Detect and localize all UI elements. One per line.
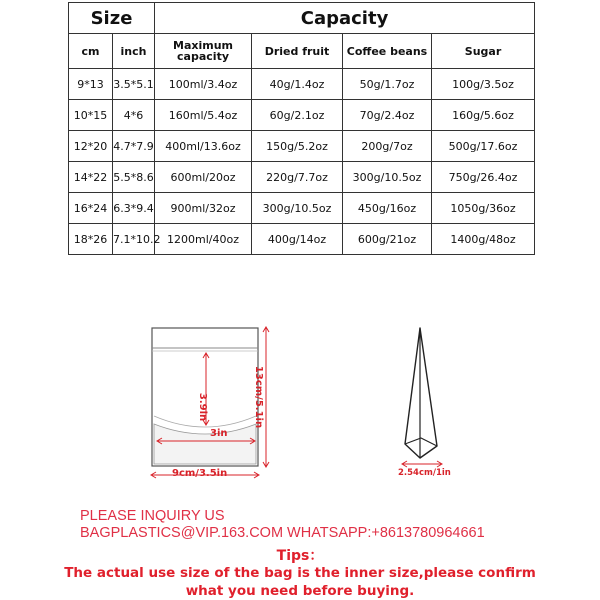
column-header-max-capacity: Maximum capacity xyxy=(155,34,252,69)
capacity-header: Capacity xyxy=(155,3,535,34)
cell-inch: 4.7*7.9 xyxy=(113,131,155,162)
cell-sugar: 160g/5.6oz xyxy=(432,100,535,131)
column-header-inch: inch xyxy=(113,34,155,69)
cell-sugar: 750g/26.4oz xyxy=(432,162,535,193)
cell-max-capacity: 160ml/5.4oz xyxy=(155,100,252,131)
table-title-row xyxy=(69,3,535,34)
cell-max-capacity: 900ml/32oz xyxy=(155,193,252,224)
cell-sugar: 1050g/36oz xyxy=(432,193,535,224)
cell-coffee-beans: 450g/16oz xyxy=(343,193,432,224)
cell-dried-fruit: 400g/14oz xyxy=(252,224,343,255)
cell-inch: 3.5*5.1 xyxy=(113,69,155,100)
column-header-coffee-beans: Coffee beans xyxy=(343,34,432,69)
cell-dried-fruit: 40g/1.4oz xyxy=(252,69,343,100)
column-header-sugar: Sugar xyxy=(432,34,535,69)
table-row xyxy=(69,100,535,131)
cell-cm: 10*15 xyxy=(69,100,113,131)
cell-cm: 9*13 xyxy=(69,69,113,100)
cell-inch: 4*6 xyxy=(113,100,155,131)
cell-max-capacity: 400ml/13.6oz xyxy=(155,131,252,162)
cell-dried-fruit: 150g/5.2oz xyxy=(252,131,343,162)
gusset-label: 2.54cm/1in xyxy=(398,468,451,478)
cell-inch: 7.1*10.2 xyxy=(113,224,155,255)
cell-max-capacity: 100ml/3.4oz xyxy=(155,69,252,100)
cell-sugar: 100g/3.5oz xyxy=(432,69,535,100)
cell-inch: 6.3*9.4 xyxy=(113,193,155,224)
cell-sugar: 1400g/48oz xyxy=(432,224,535,255)
inner-width-label: 3in xyxy=(210,428,228,439)
cell-inch: 5.5*8.6 xyxy=(113,162,155,193)
table-row xyxy=(69,162,535,193)
column-header-cm: cm xyxy=(69,34,113,69)
table-row xyxy=(69,193,535,224)
cell-sugar: 500g/17.6oz xyxy=(432,131,535,162)
cell-dried-fruit: 60g/2.1oz xyxy=(252,100,343,131)
table-row xyxy=(69,69,535,100)
cell-cm: 16*24 xyxy=(69,193,113,224)
inquiry-contact: BAGPLASTICS@VIP.163.COM WHATSAPP:+8613780964661 xyxy=(80,525,485,541)
cell-dried-fruit: 300g/10.5oz xyxy=(252,193,343,224)
zipper-height-label: 3.9in xyxy=(197,392,208,422)
cell-dried-fruit: 220g/7.7oz xyxy=(252,162,343,193)
capacity-table xyxy=(68,2,535,255)
pouch-side-diagram xyxy=(385,320,465,480)
table-subheader-row xyxy=(69,34,535,69)
tips-text-line-2: what you need before buying. xyxy=(185,583,415,599)
cell-max-capacity: 600ml/20oz xyxy=(155,162,252,193)
cell-coffee-beans: 200g/7oz xyxy=(343,131,432,162)
capacity-table-body xyxy=(69,3,535,255)
height-label: 13cm/5.1in xyxy=(253,365,264,429)
inquiry-title: PLEASE INQUIRY US xyxy=(80,508,225,524)
cell-coffee-beans: 70g/2.4oz xyxy=(343,100,432,131)
cell-coffee-beans: 50g/1.7oz xyxy=(343,69,432,100)
cell-cm: 14*22 xyxy=(69,162,113,193)
width-label: 9cm/3.5in xyxy=(172,468,228,479)
cell-max-capacity: 1200ml/40oz xyxy=(155,224,252,255)
cell-coffee-beans: 600g/21oz xyxy=(343,224,432,255)
tips-text-line-1: The actual use size of the bag is the inner size,please confirm xyxy=(64,565,536,581)
table-row xyxy=(69,131,535,162)
table-row xyxy=(69,224,535,255)
cell-cm: 12*20 xyxy=(69,131,113,162)
inquiry-block xyxy=(80,508,485,542)
tips-title: Tips： xyxy=(276,548,324,564)
cell-coffee-beans: 300g/10.5oz xyxy=(343,162,432,193)
cell-cm: 18*26 xyxy=(69,224,113,255)
size-header: Size xyxy=(69,3,155,34)
column-header-dried-fruit: Dried fruit xyxy=(252,34,343,69)
